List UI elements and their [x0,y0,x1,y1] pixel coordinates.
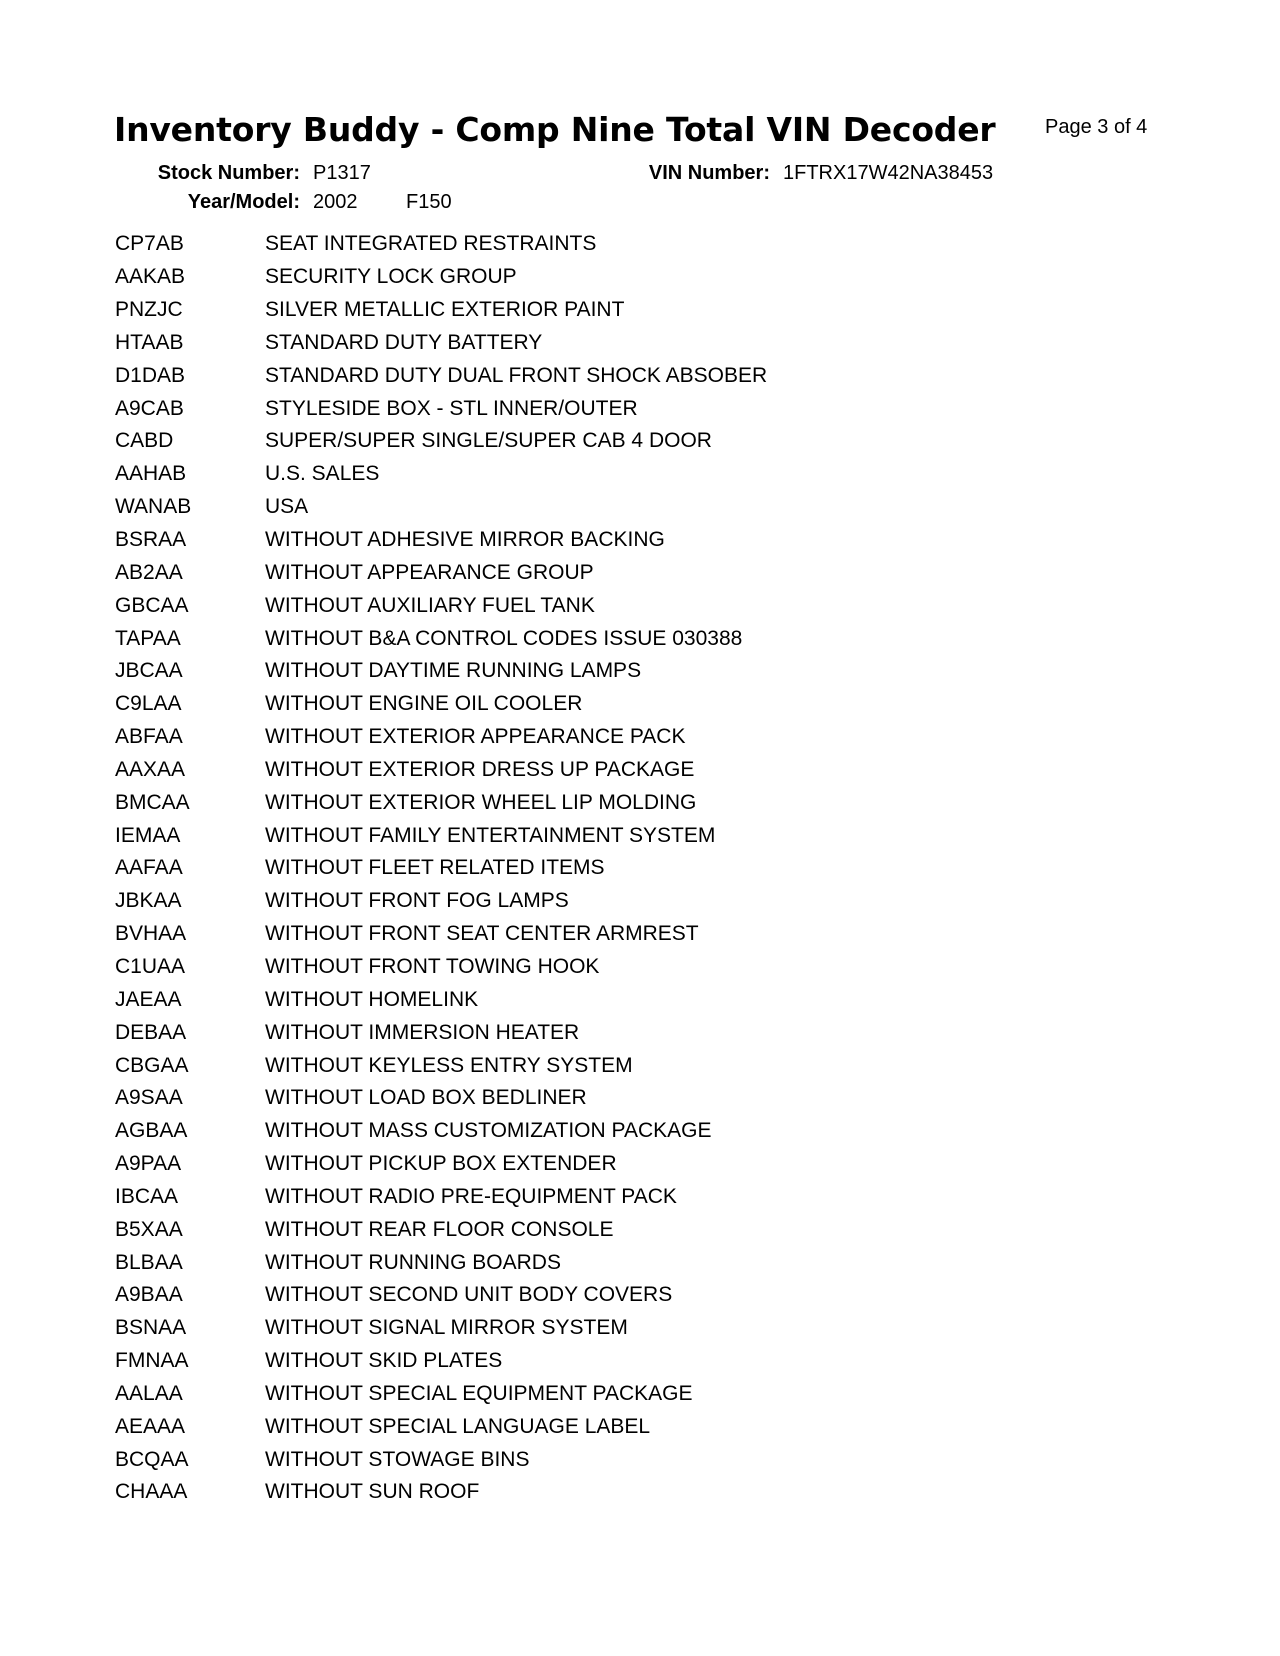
option-row [115,819,1015,852]
option-description: WITHOUT SPECIAL LANGUAGE LABEL [265,1414,651,1438]
option-description: WITHOUT EXTERIOR DRESS UP PACKAGE [265,757,695,781]
option-description: WITHOUT ENGINE OIL COOLER [265,692,583,716]
option-row [115,1180,1015,1213]
option-code-list [115,228,1015,1509]
option-row [115,754,1015,787]
option-code: GBCAA [115,593,189,617]
option-row [115,556,1015,589]
option-description: WITHOUT STOWAGE BINS [265,1447,530,1471]
option-description: STYLESIDE BOX - STL INNER/OUTER [265,396,638,420]
option-row [115,1476,1015,1509]
option-row [115,786,1015,819]
option-row [115,983,1015,1016]
option-description: WITHOUT RUNNING BOARDS [265,1250,561,1274]
option-code: AGBAA [115,1119,188,1143]
option-row [115,918,1015,951]
option-code: DEBAA [115,1020,187,1044]
option-row [115,524,1015,557]
option-code: IEMAA [115,823,181,847]
option-row [115,1049,1015,1082]
option-row [115,1213,1015,1246]
option-row [115,491,1015,524]
option-row [115,1279,1015,1312]
option-description: WITHOUT HOMELINK [265,987,479,1011]
option-code: AB2AA [115,560,183,584]
option-code: D1DAB [115,363,186,387]
option-description: WITHOUT RADIO PRE-EQUIPMENT PACK [265,1184,677,1208]
option-description: WITHOUT SIGNAL MIRROR SYSTEM [265,1316,628,1340]
option-description: WITHOUT PICKUP BOX EXTENDER [265,1152,617,1176]
year-value: 2002 [313,191,358,213]
option-description: WITHOUT AUXILIARY FUEL TANK [265,593,595,617]
option-description: SECURITY LOCK GROUP [265,265,517,289]
option-code: CABD [115,429,174,453]
option-description: WITHOUT FRONT TOWING HOOK [265,954,600,978]
option-description: SUPER/SUPER SINGLE/SUPER CAB 4 DOOR [265,429,712,453]
option-code: BMCAA [115,790,190,814]
option-description: WITHOUT DAYTIME RUNNING LAMPS [265,659,642,683]
option-row [115,655,1015,688]
option-code: ABFAA [115,725,183,749]
option-row [115,1312,1015,1345]
option-code: BSNAA [115,1316,187,1340]
option-description: WITHOUT SECOND UNIT BODY COVERS [265,1283,673,1307]
option-code: AAHAB [115,462,187,486]
option-row [115,327,1015,360]
option-row [115,294,1015,327]
option-row [115,589,1015,622]
option-description: WITHOUT EXTERIOR APPEARANCE PACK [265,725,686,749]
option-code: AAFAA [115,856,183,880]
option-code: C1UAA [115,954,186,978]
option-description: STANDARD DUTY BATTERY [265,330,543,354]
option-row [115,228,1015,261]
option-description: WITHOUT FLEET RELATED ITEMS [265,856,605,880]
option-row [115,1410,1015,1443]
option-code: BLBAA [115,1250,183,1274]
option-row [115,1443,1015,1476]
option-description: WITHOUT FRONT FOG LAMPS [265,889,569,913]
option-row [115,1016,1015,1049]
option-code: BSRAA [115,528,187,552]
year-model-label: Year/Model: [187,191,300,213]
option-code: JBCAA [115,659,183,683]
option-description: WITHOUT SKID PLATES [265,1349,503,1373]
option-description: WITHOUT FRONT SEAT CENTER ARMREST [265,922,699,946]
option-row [115,721,1015,754]
page-number: Page 3 of 4 [1045,116,1148,138]
option-row [115,1378,1015,1411]
option-code: CBGAA [115,1053,189,1077]
option-code: IBCAA [115,1184,179,1208]
option-code: HTAAB [115,330,184,354]
option-description: WITHOUT SUN ROOF [265,1480,480,1504]
option-description: WITHOUT REAR FLOOR CONSOLE [265,1217,614,1241]
option-description: STANDARD DUTY DUAL FRONT SHOCK ABSOBER [265,363,768,387]
option-description: U.S. SALES [265,462,380,486]
option-code: AEAAA [115,1414,186,1438]
option-row [115,1082,1015,1115]
option-row [115,392,1015,425]
option-row [115,1148,1015,1181]
option-description: WITHOUT IMMERSION HEATER [265,1020,580,1044]
option-description: SEAT INTEGRATED RESTRAINTS [265,232,597,256]
option-description: WITHOUT EXTERIOR WHEEL LIP MOLDING [265,790,697,814]
option-row [115,1345,1015,1378]
option-row [115,458,1015,491]
option-code: BCQAA [115,1447,189,1471]
option-code: CHAAA [115,1480,188,1504]
option-code: CP7AB [115,232,184,256]
option-row [115,1246,1015,1279]
option-code: AAXAA [115,757,186,781]
option-row [115,261,1015,294]
option-description: WITHOUT LOAD BOX BEDLINER [265,1086,587,1110]
option-code: JBKAA [115,889,182,913]
option-row [115,359,1015,392]
stock-number-label: Stock Number: [157,162,300,184]
option-row [115,951,1015,984]
option-code: A9SAA [115,1086,183,1110]
option-description: WITHOUT MASS CUSTOMIZATION PACKAGE [265,1119,712,1143]
option-description: WITHOUT ADHESIVE MIRROR BACKING [265,528,665,552]
option-code: FMNAA [115,1349,189,1373]
option-description: WITHOUT KEYLESS ENTRY SYSTEM [265,1053,633,1077]
option-code: WANAB [115,495,192,519]
option-code: JAEAA [115,987,182,1011]
vin-number-value: 1FTRX17W42NA38453 [783,162,994,184]
option-description: WITHOUT FAMILY ENTERTAINMENT SYSTEM [265,823,716,847]
option-description: WITHOUT SPECIAL EQUIPMENT PACKAGE [265,1381,693,1405]
vin-number-label: VIN Number: [648,162,770,184]
option-description: USA [265,495,309,519]
option-code: PNZJC [115,298,183,322]
option-row [115,852,1015,885]
option-code: B5XAA [115,1217,183,1241]
option-row [115,1115,1015,1148]
option-code: AAKAB [115,265,186,289]
option-row [115,425,1015,458]
page-title: Inventory Buddy - Comp Nine Total VIN Decoder [114,110,996,149]
option-code: AALAA [115,1381,183,1405]
option-row [115,688,1015,721]
option-row [115,622,1015,655]
option-description: WITHOUT B&A CONTROL CODES ISSUE 030388 [265,626,743,650]
option-description: WITHOUT APPEARANCE GROUP [265,560,594,584]
option-description: SILVER METALLIC EXTERIOR PAINT [265,298,625,322]
stock-number-value: P1317 [313,162,371,184]
option-code: C9LAA [115,692,182,716]
option-code: A9BAA [115,1283,183,1307]
option-code: TAPAA [115,626,181,650]
option-code: BVHAA [115,922,187,946]
option-code: A9CAB [115,396,184,420]
model-value: F150 [406,191,452,213]
option-row [115,885,1015,918]
option-code: A9PAA [115,1152,182,1176]
